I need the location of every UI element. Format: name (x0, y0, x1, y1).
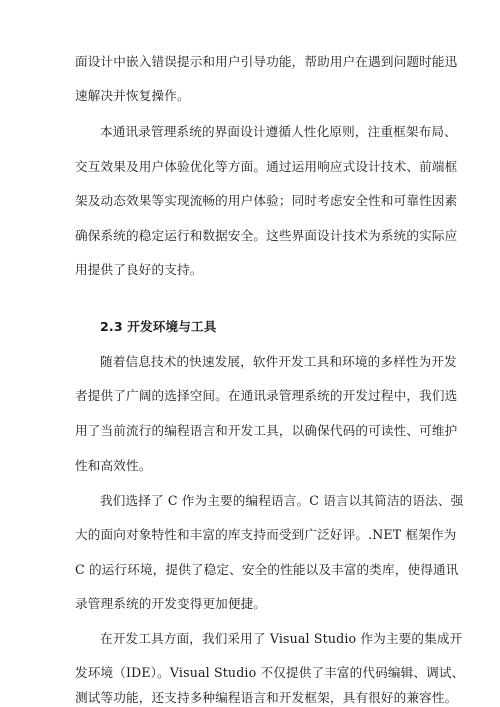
paragraph-2-line-1: 本通讯录管理系统的界面设计遵循人性化原则，注重框架布局、 (100, 124, 457, 139)
section-heading: 2.3 开发环境与工具 (100, 319, 217, 334)
paragraph-3-line-2: 者提供了广阔的选择空间。在通讯录管理系统的开发过程中，我们选 (75, 388, 458, 403)
paragraph-1-line-2: 速解决并恢复操作。 (75, 88, 190, 103)
paragraph-3-line-1: 随着信息技术的快速发展，软件开发工具和环境的多样性为开发 (100, 354, 457, 369)
paragraph-3-line-4: 性和高效性。 (75, 458, 152, 473)
paragraph-1-line-1: 面设计中嵌入错误提示和用户引导功能，帮助用户在遇到问题时能迅 (75, 54, 458, 69)
paragraph-2-line-5: 用提供了良好的支持。 (75, 262, 203, 277)
paragraph-4-line-1: 我们选择了 C 作为主要的编程语言。C 语言以其简洁的语法、强 (100, 493, 464, 508)
paragraph-4-line-3: C 的运行环境，提供了稳定、安全的性能以及丰富的类库，使得通讯 (75, 562, 459, 577)
paragraph-5-line-3: 测试等功能，还支持多种编程语言和开发框架，具有很好的兼容性。 (75, 690, 458, 705)
paragraph-5-line-1: 在开发工具方面，我们采用了 Visual Studio 作为主要的集成开 (100, 631, 463, 646)
paragraph-2-line-2: 交互效果及用户体验优化等方面。通过运用响应式设计技术、前端框 (75, 159, 458, 174)
paragraph-4-line-2: 大的面向对象特性和丰富的库支持而受到广泛好评。.NET 框架作为 (75, 527, 457, 542)
paragraph-3-line-3: 用了当前流行的编程语言和开发工具，以确保代码的可读性、可维护 (75, 423, 458, 438)
paragraph-2-line-3: 架及动态效果等实现流畅的用户体验；同时考虑安全性和可靠性因素 (75, 193, 458, 208)
paragraph-2-line-4: 确保系统的稳定运行和数据安全。这些界面设计技术为系统的实际应 (75, 228, 458, 243)
paragraph-4-line-4: 录管理系统的开发变得更加便捷。 (75, 596, 267, 611)
paragraph-5-line-2: 发环境（IDE）。Visual Studio 不仅提供了丰富的代码编辑、调试、 (75, 665, 465, 680)
